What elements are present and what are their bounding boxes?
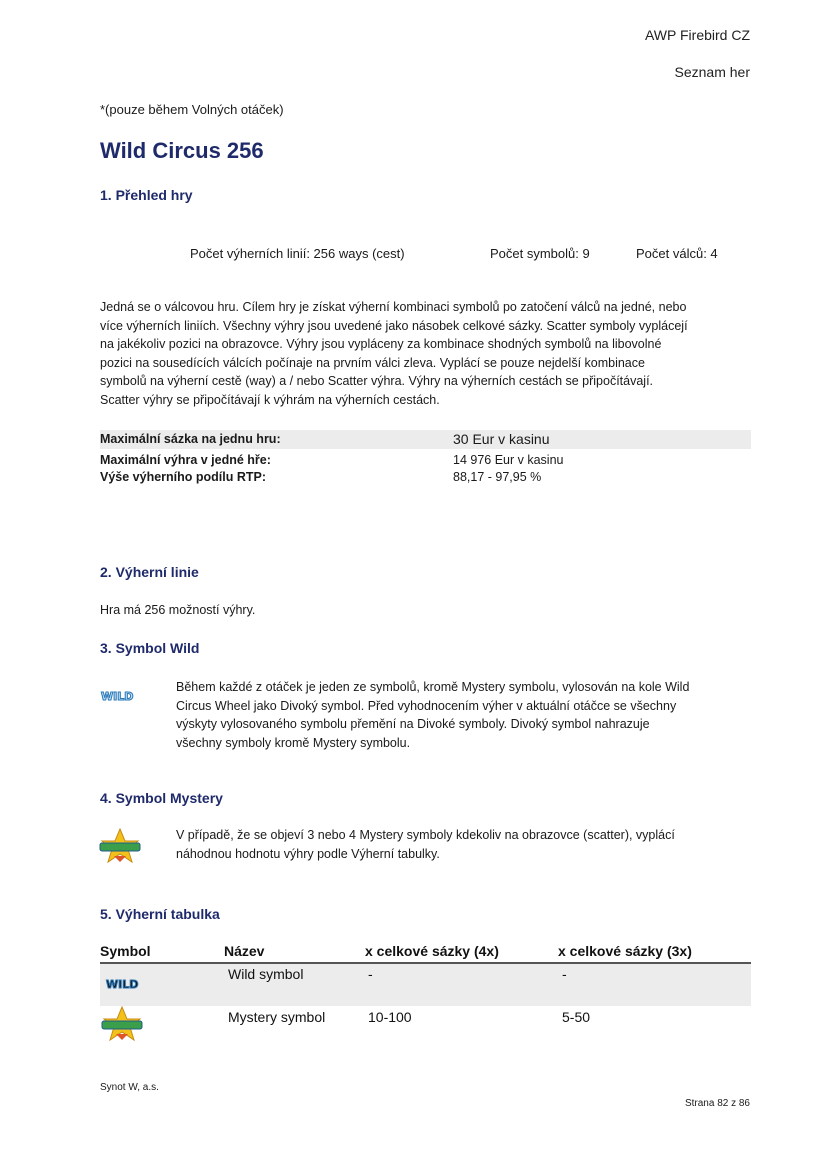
- mystery-text-line: V případě, že se objeví 3 nebo 4 Mystery symboly kdekoliv na obrazovce (scatter), vyplácí: [176, 828, 675, 842]
- column-header-x3: x celkové sázky (3x): [558, 943, 692, 959]
- header-company: AWP Firebird CZ: [644, 27, 750, 43]
- paytable-header: [100, 943, 751, 964]
- footer-company: Synot W, a.s.: [100, 1082, 159, 1093]
- info-label: Maximální sázka na jednu hru:: [100, 432, 281, 446]
- symbol-name: Mystery symbol: [228, 1009, 326, 1025]
- wild-symbol-icon: WILD: [106, 978, 139, 991]
- column-header-name: Název: [224, 943, 265, 959]
- stat-lines: Počet výherních linií: 256 ways (cest): [190, 246, 405, 261]
- free-spins-note: *(pouze během Volných otáček): [100, 102, 284, 117]
- description-line: Scatter výhry se připočítávají k výhrám na výherních cestách.: [100, 392, 440, 407]
- symbol-name: Wild symbol: [228, 966, 304, 982]
- info-value: 14 976 Eur v kasinu: [453, 453, 564, 467]
- description-line: na jakékoliv pozici na obrazovce. Výhry jsou vypláceny za kombinace shodných symbolů na libovolné: [100, 337, 662, 351]
- mystery-symbol-icon: [100, 1006, 144, 1042]
- payout-4x: 10-100: [368, 1009, 412, 1025]
- mystery-heading: 4. Symbol Mystery: [100, 790, 223, 806]
- wild-symbol-icon: WILD: [101, 690, 134, 703]
- payout-3x: 5-50: [562, 1009, 591, 1025]
- overview-description: [100, 298, 760, 409]
- info-label: Výše výherního podílu RTP:: [100, 470, 266, 484]
- mystery-description: [176, 826, 756, 863]
- overview-heading: 1. Přehled hry: [100, 187, 193, 203]
- column-header-x4: x celkové sázky (4x): [365, 943, 499, 959]
- info-value: 30 Eur v kasinu: [453, 431, 550, 447]
- description-line: Jedná se o válcovou hru. Cílem hry je získat výherní kombinaci symbolů po zatočení válců na jedné, nebo: [100, 300, 687, 314]
- stat-symbols: Počet symbolů: 9: [490, 246, 590, 261]
- column-header-symbol: Symbol: [100, 943, 151, 959]
- stat-reels: Počet válců: 4: [636, 246, 718, 261]
- mystery-text-line: náhodnou hodnotu výhry podle Výherní tabulky.: [176, 846, 440, 861]
- wild-text-line: Circus Wheel jako Divoký symbol. Před vyhodnocením výher v aktuální otáčce se všechny: [176, 698, 677, 713]
- payout-4x: -: [368, 966, 373, 982]
- description-line: symbolů na výherní cestě (way) a / nebo Scatter výhra. Výhry na výherních cestách se připočítávají.: [100, 374, 654, 388]
- info-row-max-bet: [100, 430, 751, 449]
- game-title: Wild Circus 256: [100, 138, 264, 163]
- wild-heading: 3. Symbol Wild: [100, 640, 200, 656]
- paylines-heading: 2. Výherní linie: [100, 564, 199, 580]
- wild-text-line: výskyty vylosovaného symbolu přemění na Divoké symboly. Divoký symbol nahrazuje: [176, 717, 650, 731]
- paylines-text: Hra má 256 možností výhry.: [100, 603, 256, 617]
- mystery-symbol-icon: [98, 828, 142, 864]
- info-label: Maximální výhra v jedné hře:: [100, 453, 271, 467]
- wild-text-line: všechny symboly kromě Mystery symbolu.: [176, 735, 411, 750]
- description-line: pozici na sousedících válcích počínaje na prvním válci zleva. Vyplácí se pouze nejdelší kombinace: [100, 355, 645, 370]
- info-row-rtp: [100, 468, 751, 487]
- description-line: více výherních liniích. Všechny výhry jsou uvedené jako násobek celkové sázky. Scatter symboly vyplácejí: [100, 318, 688, 333]
- paytable-row-mystery: [100, 1006, 751, 1048]
- payout-3x: -: [562, 966, 567, 982]
- paytable-row-wild: [100, 964, 751, 1006]
- wild-text-line: Během každé z otáček je jeden ze symbolů, kromě Mystery symbolu, vylosován na kole Wild: [176, 680, 690, 694]
- wild-description: [176, 678, 756, 752]
- page-number: Strana 82 z 86: [684, 1098, 750, 1109]
- header-section: Seznam her: [674, 64, 750, 80]
- info-value: 88,17 - 97,95 %: [453, 470, 542, 484]
- paytable-heading: 5. Výherní tabulka: [100, 906, 220, 922]
